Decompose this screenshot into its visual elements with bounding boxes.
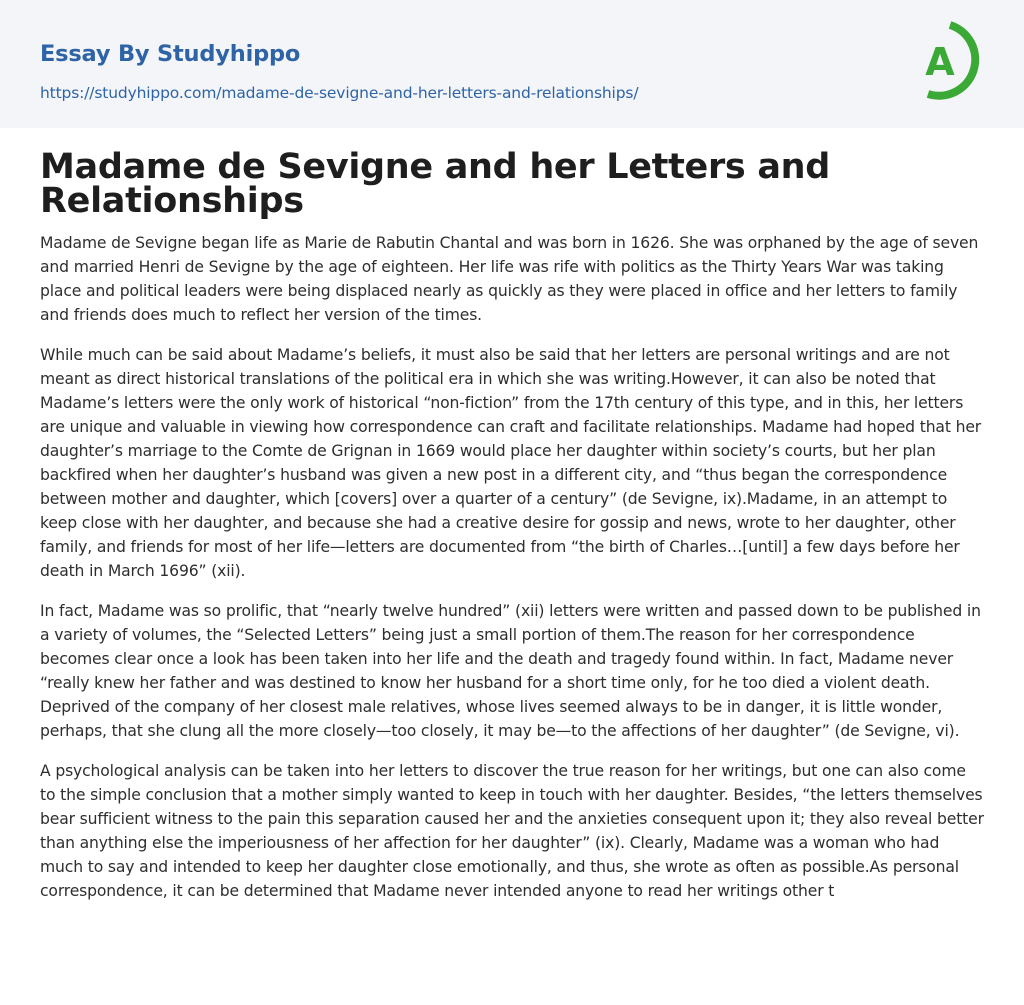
page-title: Madame de Sevigne and her Letters and Relationships [40,147,831,221]
studyhippo-logo-icon[interactable] [909,19,987,105]
paragraph: While much can be said about Madame’s beliefs, it must also be said that her letters are personal writings and are not meant as direct historical translations of the political era in which she was writing.However, it can also be noted that Madame’s letters were the only work of historical “non-fiction” from the 17th century of this type, and in this, her letters are unique and valuable in viewing how correspondence can craft and facilitate relationships. Madame had hoped that her daughter’s marriage to the Comte de Grignan in 1669 would place her daughter within society’s courts, but her plan backfired when her daughter’s husband was given a new post in a different city, and “thus began the correspondence between mother and daughter, which [covers] over a quarter of a century” (de Sevigne, ix).Madame, in an attempt to keep close with her daughter, and because she had a creative desire for gossip and news, wrote to her daughter, other family, and friends for most of her life—letters are documented from “the birth of Charles…[until] a few days before her death in March 1696” (xii). [40,346,982,580]
site-header [0,0,1024,128]
paragraph: Madame de Sevigne began life as Marie de Rabutin Chantal and was born in 1626. She was orphaned by the age of seven and married Henri de Sevigne by the age of eighteen. Her life was rife with politics as the Thirty Years War was taking place and political leaders were being displaced nearly as quickly as they were placed in office and her letters to family and friends does much to reflect her version of the times. [40,234,979,324]
main-content [0,128,1024,903]
paragraph: In fact, Madame was so prolific, that “nearly twelve hundred” (xii) letters were written and passed down to be published in a variety of volumes, the “Selected Letters” being just a small portion of them.The reason for her correspondence becomes clear once a look has been taken into her life and the death and tragedy found within. In fact, Madame never “really knew her father and was destined to know her husband for a short time only, for he too died a violent death. Deprived of the company of her closest male relatives, whose lives seemed always to be in danger, it is little wonder, perhaps, that she clung all the more closely—too closely, it may be—to the affections of her daughter” (de Sevigne, vi). [40,602,981,740]
essay-url-link[interactable]: https://studyhippo.com/madame-de-sevigne-and-her-letters-and-relationships/ [40,84,639,102]
article-body [40,231,984,903]
paragraph: A psychological analysis can be taken into her letters to discover the true reason for her writings, but one can also come to the simple conclusion that a mother simply wanted to keep in touch with her daughter. Besides, “the letters themselves bear sufficient witness to the pain this separation caused her and the anxieties consequent upon it; they also reveal better than anything else the imperiousness of her affection for her daughter” (ix). Clearly, Madame was a woman who had much to say and intended to keep her daughter close emotionally, and thus, she wrote as often as possible.As personal correspondence, it can be determined that Madame never intended anyone to read her writings other t [40,762,984,900]
site-brand[interactable]: Essay By Studyhippo [40,41,301,67]
logo-letter: A [925,40,955,84]
